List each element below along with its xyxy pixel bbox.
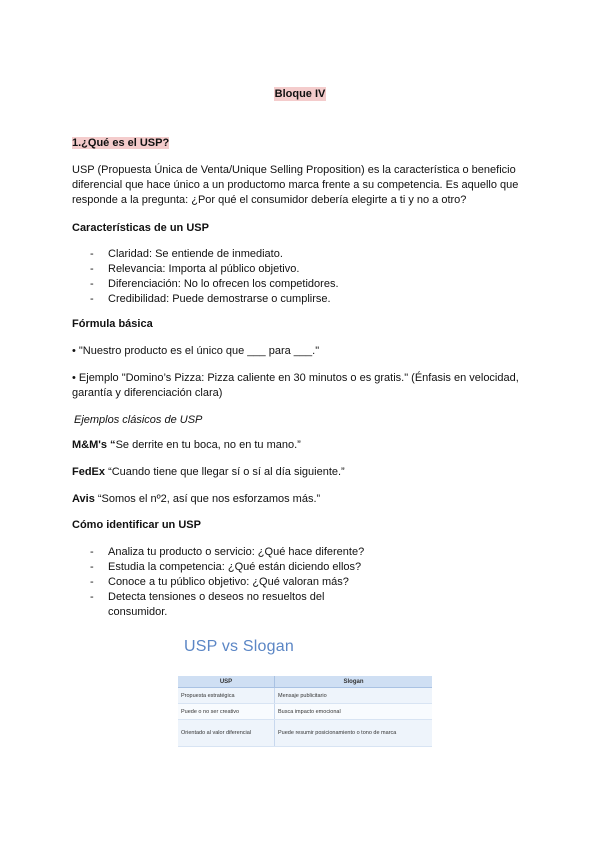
list-item-text: Claridad: Se entiende de inmediato.	[108, 248, 283, 260]
usp-vs-slogan-figure	[176, 632, 432, 750]
list-item-text: Conoce a tu público objetivo: ¿Qué valoran más?	[108, 576, 349, 588]
table-cell: Propuesta estratégica	[178, 688, 275, 704]
dash-mark: -	[90, 263, 94, 275]
characteristics-list	[72, 247, 512, 307]
example-text: “Somos el nº2, así que nos esforzamos más.”	[94, 493, 321, 505]
table-row	[178, 720, 432, 747]
document-title	[0, 84, 600, 102]
table-row	[178, 688, 432, 704]
section-heading	[72, 137, 169, 149]
header-slogan: Slogan	[275, 676, 432, 688]
list-item	[72, 560, 372, 575]
identify-heading: Cómo identificar un USP	[72, 519, 201, 531]
formula-heading: Fórmula básica	[72, 318, 153, 330]
dash-mark: -	[90, 546, 94, 558]
comparison-table	[178, 676, 432, 747]
list-item	[72, 262, 512, 277]
examples-heading: Ejemplos clásicos de USP	[74, 414, 203, 426]
table-header-row	[178, 676, 432, 688]
formula-line-1: • "Nuestro producto es el único que ___ para ___."	[72, 345, 320, 357]
header-usp: USP	[178, 676, 275, 688]
document-title-text: Bloque IV	[274, 88, 326, 100]
example-brand: M&M's “	[72, 439, 116, 451]
list-item-text: Analiza tu producto o servicio: ¿Qué hace diferente?	[108, 546, 365, 558]
dash-mark: -	[90, 278, 94, 290]
intro-paragraph: USP (Propuesta Única de Venta/Unique Selling Proposition) es la característica o beneficio diferencial que hace único a un productomo marca frente a su competencia. Es aquello que responde a la pregunta: ¿Por qué el consumidor debería elegirte a ti y no a otro?	[72, 164, 519, 206]
table-cell: Puede o no ser creativo	[178, 704, 275, 720]
list-item-text: Credibilidad: Puede demostrarse o cumplirse.	[108, 293, 331, 305]
dash-mark: -	[90, 561, 94, 573]
example-mms	[72, 438, 534, 453]
dash-mark: -	[90, 248, 94, 260]
table-cell: Mensaje publicitario	[275, 688, 432, 704]
list-item	[72, 575, 372, 590]
example-avis	[72, 492, 534, 507]
list-item	[72, 545, 372, 560]
list-item	[72, 590, 372, 620]
example-brand: FedEx	[72, 466, 106, 478]
list-item-text: Detecta tensiones o deseos no resueltos del consumidor.	[108, 591, 325, 618]
example-text: “Cuando tiene que llegar sí o sí al día siguiente.”	[105, 466, 345, 478]
list-item-text: Relevancia: Importa al público objetivo.	[108, 263, 300, 275]
example-fedex	[72, 465, 534, 480]
table-cell: Busca impacto emocional	[275, 704, 432, 720]
section-heading-text: 1.¿Qué es el USP?	[72, 137, 170, 149]
example-text: Se derrite en tu boca, no en tu mano.”	[115, 439, 301, 451]
formula-line-2: • Ejemplo "Domino’s Pizza: Pizza caliente en 30 minutos o es gratis." (Énfasis en velocidad, garantía y diferenciación clara)	[72, 372, 519, 399]
figure-title: USP vs Slogan	[184, 638, 294, 655]
table-row	[178, 704, 432, 720]
table-cell: Orientado al valor diferencial	[178, 720, 275, 747]
characteristics-heading: Características de un USP	[72, 222, 209, 234]
list-item	[72, 247, 512, 262]
table-cell: Puede resumir posicionamiento o tono de marca	[275, 720, 432, 747]
example-brand: Avis	[72, 493, 95, 505]
identify-list	[72, 545, 372, 620]
dash-mark: -	[90, 576, 94, 588]
list-item-text: Estudia la competencia: ¿Qué están diciendo ellos?	[108, 561, 362, 573]
list-item-text: Diferenciación: No lo ofrecen los competidores.	[108, 278, 339, 290]
dash-mark: -	[90, 293, 94, 305]
dash-mark: -	[90, 591, 94, 603]
list-item	[72, 292, 512, 307]
list-item	[72, 277, 512, 292]
